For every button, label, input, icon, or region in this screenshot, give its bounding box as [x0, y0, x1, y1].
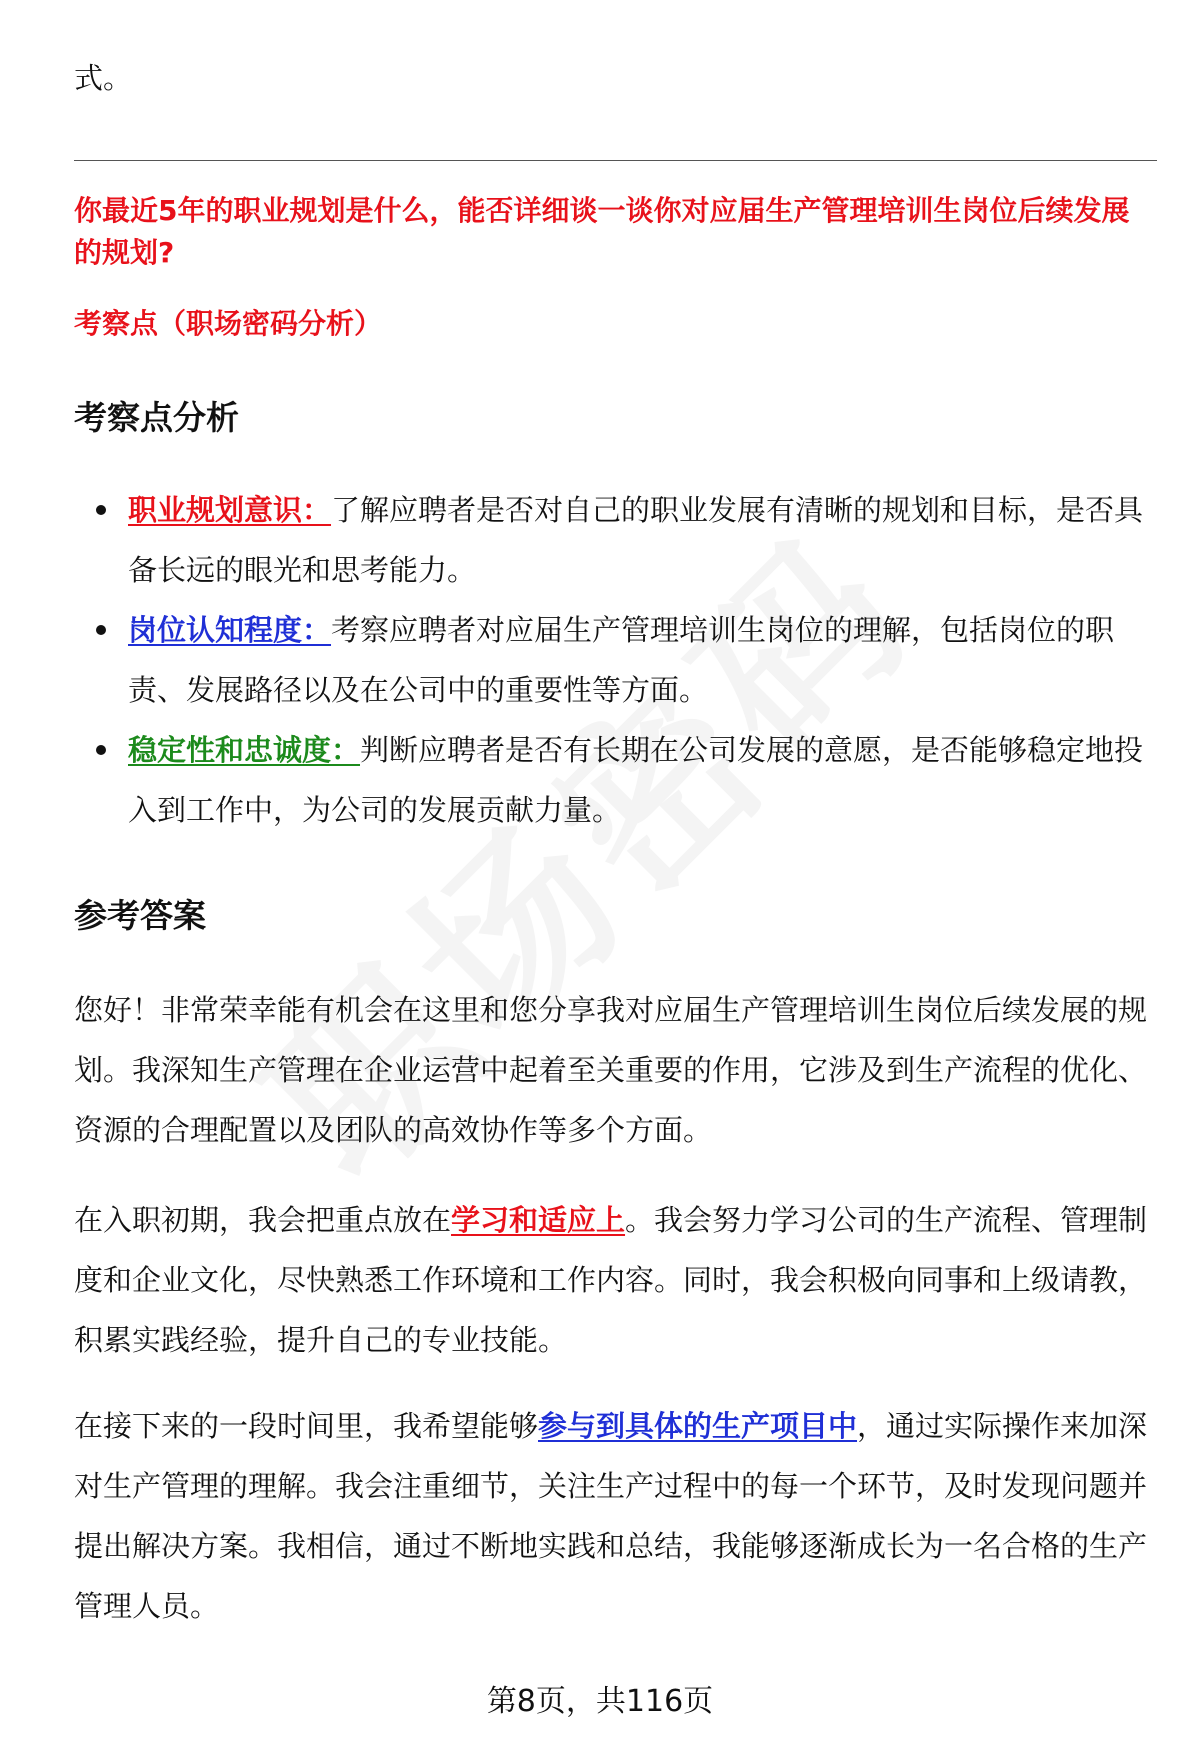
point-text: 判断应聘者是否有长期在公司发展的意愿，是否能够稳定地投入到工作中，为公司的发展贡献力量。 [128, 733, 1144, 827]
interview-question: 你最近5年的职业规划是什么，能否详细谈一谈你对应届生产管理培训生岗位后续发展的规划? [74, 194, 1130, 269]
point-text: 了解应聘者是否对自己的职业发展有清晰的规划和目标，是否具备长远的眼光和思考能力。 [128, 493, 1144, 587]
list-item [74, 600, 1154, 720]
analysis-list [74, 480, 1154, 840]
point-text: 考察应聘者对应届生产管理培训生岗位的理解，包括岗位的职责、发展路径以及在公司中的重要性等方面。 [128, 613, 1115, 707]
section-subheading: 考察点（职场密码分析） [74, 307, 383, 340]
answer-paragraph [74, 1396, 1159, 1636]
divider [74, 160, 1157, 161]
paragraph-text: 在接下来的一段时间里，我希望能够 [74, 1409, 539, 1443]
paragraph-text: ，通过实际操作来加深对生产管理的理解。我会注重细节，关注生产过程中的每一个环节，及时发现问题并提出解决方案。我相信，通过不断地实践和总结，我能够逐渐成长为一名合格的生产管理人员。 [74, 1409, 1148, 1623]
answer-paragraph [74, 1190, 1159, 1370]
point-term: 岗位认知程度： [128, 613, 332, 647]
list-item [74, 720, 1154, 840]
paragraph-text: 。我会努力学习公司的生产流程、管理制度和企业文化，尽快熟悉工作环境和工作内容。同时，我会积极向同事和上级请教，积累实践经验，提升自己的专业技能。 [74, 1203, 1148, 1357]
paragraph-text: 在入职初期，我会把重点放在 [74, 1203, 452, 1237]
highlight-text: 参与到具体的生产项目中 [538, 1409, 858, 1443]
list-item [74, 480, 1154, 600]
bullet-icon [96, 745, 106, 755]
page-number: 第8页，共116页 [486, 1684, 714, 1719]
point-term: 稳定性和忠诚度： [128, 733, 361, 767]
analysis-heading: 考察点分析 [74, 398, 239, 437]
point-term: 职业规划意识： [128, 493, 332, 527]
answer-heading: 参考答案 [74, 896, 206, 935]
continued-text: 式。 [74, 61, 133, 95]
bullet-icon [96, 625, 106, 635]
highlight-text: 学习和适应上 [451, 1203, 626, 1237]
answer-paragraph: 您好！非常荣幸能有机会在这里和您分享我对应届生产管理培训生岗位后续发展的规划。我深知生产管理在企业运营中起着至关重要的作用，它涉及到生产流程的优化、资源的合理配置以及团队的高效协作等多个方面。 [74, 993, 1148, 1147]
bullet-icon [96, 505, 106, 515]
